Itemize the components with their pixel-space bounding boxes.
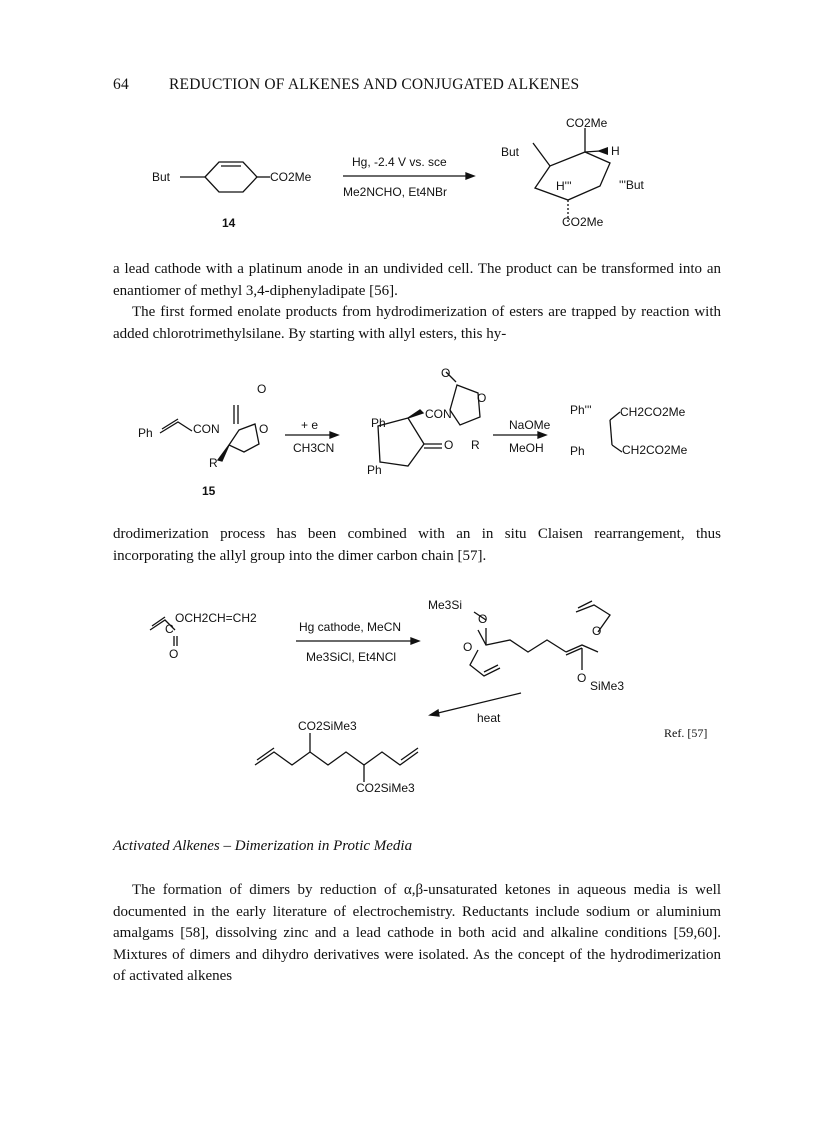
s2-int-r: R bbox=[471, 438, 480, 452]
compound-label-14: 14 bbox=[222, 216, 236, 230]
s2-product-bottom-sub: CH2CO2Me bbox=[622, 443, 688, 457]
s2-reactant-o-top: O bbox=[257, 382, 267, 396]
section-heading: Activated Alkenes – Dimerization in Protic Media bbox=[113, 838, 413, 854]
s1-condition-2: Me2NCHO, Et4NBr bbox=[343, 185, 448, 199]
s2-cond2-top: NaOMe bbox=[509, 418, 551, 432]
compound-label-15: 15 bbox=[202, 484, 216, 498]
paragraph-2: The first formed enolate products from hydrodimerization of esters are trapped by reaction with added chlorotrimethylsilane. By starting with allyl esters, this hy- bbox=[113, 304, 721, 342]
s2-product-ph-bottom: Ph bbox=[570, 444, 585, 458]
s2-int-o-top: O bbox=[441, 366, 451, 380]
s1-product-h-right: H bbox=[611, 144, 620, 158]
s2-reactant-r: R bbox=[209, 456, 218, 470]
s2-reactant-ph: Ph bbox=[138, 426, 153, 440]
s3-int-chain bbox=[478, 630, 566, 652]
s3-int-o-left2: O bbox=[463, 640, 473, 654]
s2-reactant-con: CON bbox=[193, 422, 220, 436]
s2-cond2-bottom: MeOH bbox=[509, 441, 544, 455]
s2-cond1-top: + e bbox=[301, 418, 319, 432]
s3-reactant-c: C bbox=[165, 622, 174, 636]
s3-reactant-o: O bbox=[169, 647, 179, 661]
s2-int-ph-bottom: Ph bbox=[367, 463, 382, 477]
s2-product-ph-top: Ph''' bbox=[570, 403, 592, 417]
s2-reactant-o-ring: O bbox=[259, 422, 269, 436]
s3-int-o-right2: O bbox=[577, 671, 587, 685]
s3-product-bottom: CO2SiMe3 bbox=[356, 781, 415, 795]
s1-condition-1: Hg, -2.4 V vs. sce bbox=[352, 155, 447, 169]
s2-cond1-bottom: CH3CN bbox=[293, 441, 335, 455]
s1-product-bottom-ester: CO2Me bbox=[562, 215, 604, 229]
s2-int-o-lower: O bbox=[444, 438, 454, 452]
running-title: REDUCTION OF ALKENES AND CONJUGATED ALKENES bbox=[168, 76, 580, 93]
page-number: 64 bbox=[113, 76, 129, 93]
s3-product-chain bbox=[255, 752, 418, 765]
s3-int-o-left: O bbox=[478, 612, 488, 626]
s3-arrow-head-1 bbox=[411, 638, 419, 644]
s3-arrow-head-heat bbox=[430, 710, 439, 716]
s3-int-sime3: SiMe3 bbox=[590, 679, 625, 693]
s1-product-top-ester: CO2Me bbox=[566, 116, 608, 130]
paragraph-3: drodimerization process has been combined with an in situ Claisen rearrangement, thus incorporating the allyl group into the dimer carbon chain [57]. bbox=[113, 526, 721, 564]
s1-product-but-right: '''But bbox=[619, 178, 644, 192]
s3-product-top: CO2SiMe3 bbox=[298, 719, 357, 733]
s3-condition-2: Me3SiCl, Et4NCl bbox=[306, 650, 397, 664]
s2-product-top-sub: CH2CO2Me bbox=[620, 405, 686, 419]
s2-int-ph-top: Ph bbox=[371, 416, 386, 430]
s3-reference: Ref. [57] bbox=[664, 726, 708, 740]
s1-reactant-but: But bbox=[152, 170, 171, 184]
s3-arrow-heat bbox=[438, 693, 521, 713]
s3-int-o-right: O bbox=[592, 624, 602, 638]
s3-int-left-allyl-double bbox=[484, 665, 498, 672]
body-text-3 bbox=[113, 880, 721, 988]
s3-condition-1: Hg cathode, MeCN bbox=[299, 620, 402, 634]
s3-int-me3si: Me3Si bbox=[428, 598, 463, 612]
paragraph-4: The formation of dimers by reduction of α,β-unsaturated ketones in aqueous media is well documented in the early literature of electrochemistry. Reductants include sodium or aluminium amalgams [58], dissolving zinc and a lead cathode in both acid and alkaline conditions [59,60]. Mixtures of dimers and dihydro derivatives were isolated. As the concept of the hydrodimerization of activated alkenes bbox=[113, 882, 721, 984]
paragraph-1: a lead cathode with a platinum anode in an undivided cell. The product can be transformed into an enantiomer of methyl 3,4-diphenyladipate [56]. bbox=[113, 261, 721, 299]
s3-reactant-chain: OCH2CH=CH2 bbox=[175, 611, 257, 625]
s2-int-o-ring: O bbox=[477, 391, 487, 405]
s1-reactant-ester: CO2Me bbox=[270, 170, 312, 184]
s1-product-h-left: H''' bbox=[556, 179, 572, 193]
s1-product-but-left: But bbox=[501, 145, 520, 159]
s3-heat-label: heat bbox=[477, 711, 501, 725]
s2-int-con: CON bbox=[425, 407, 452, 421]
